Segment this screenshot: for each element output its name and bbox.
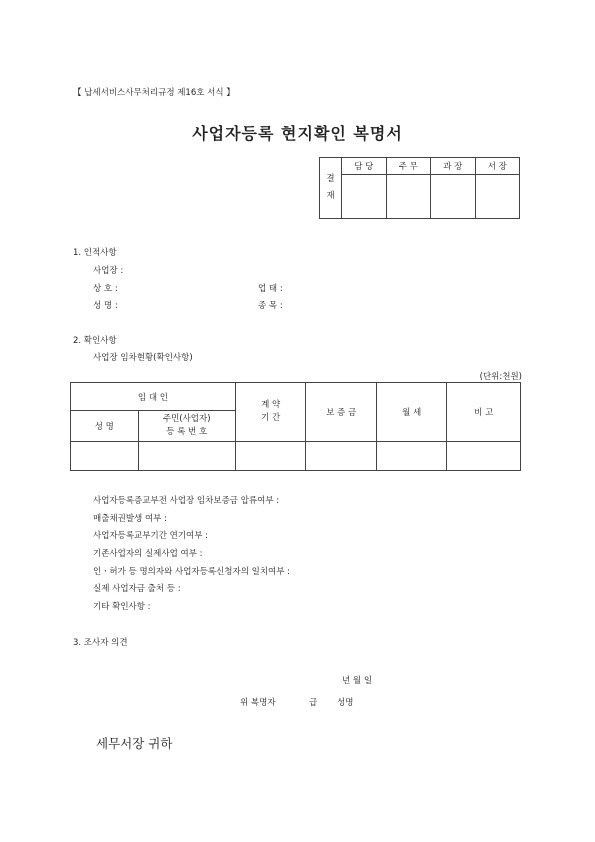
lessor-header: 임 대 인 bbox=[71, 383, 236, 411]
reporter-name: 성명 bbox=[337, 698, 354, 708]
monthly-rent-cell[interactable] bbox=[376, 442, 447, 471]
registration-number-header: 주민(사업자) 등 록 번 호 bbox=[138, 411, 235, 442]
addressee: 세무서장 귀하 bbox=[96, 736, 173, 751]
section2-heading: 2. 확인사항 bbox=[73, 336, 117, 346]
monthly-rent-header: 월 세 bbox=[376, 383, 447, 442]
check-item: 사업자등록교부기간 연기여부 : bbox=[93, 531, 209, 541]
check-item: 인ㆍ허가 등 명의자와 사업자등록신청자의 일치여부 : bbox=[93, 567, 291, 577]
section1-heading: 1. 인적사항 bbox=[73, 248, 117, 258]
item-label: 종 목 : bbox=[258, 301, 283, 311]
approval-side-label: 결 재 bbox=[320, 158, 342, 219]
reporter-role: 위 복명자 bbox=[240, 698, 276, 708]
check-item: 기타 확인사항 : bbox=[93, 602, 151, 612]
check-item: 실제 사업자금 출처 등 : bbox=[93, 584, 181, 594]
check-item: 매출채권발생 여부 : bbox=[93, 514, 167, 524]
name-label: 성 명 : bbox=[93, 301, 118, 311]
section2-subheading: 사업장 임차현황(확인사항) bbox=[93, 353, 193, 363]
approval-header-manager: 과 장 bbox=[431, 158, 476, 175]
page-title: 사업자등록 현지확인 복명서 bbox=[192, 124, 403, 143]
check-item: 사업자등록증교부전 사업장 임차보증금 압류여부 : bbox=[93, 496, 280, 506]
remarks-cell[interactable] bbox=[447, 442, 521, 471]
approval-sign-staff[interactable] bbox=[342, 175, 387, 219]
deposit-cell[interactable] bbox=[306, 442, 377, 471]
approval-header-staff: 담 당 bbox=[342, 158, 387, 175]
trade-name-label: 상 호 : bbox=[93, 284, 118, 294]
lessor-name-header: 성 명 bbox=[71, 411, 139, 442]
deposit-header: 보 증 금 bbox=[306, 383, 377, 442]
approval-header-chief: 주 무 bbox=[386, 158, 431, 175]
reporter-grade: 급 bbox=[309, 698, 318, 708]
unit-label: (단위:천원) bbox=[479, 372, 522, 382]
registration-number-cell[interactable] bbox=[138, 442, 235, 471]
check-item: 기존사업자의 실제사업 여부 : bbox=[93, 549, 203, 559]
contract-period-header: 계 약 기 간 bbox=[235, 383, 306, 442]
approval-sign-chief[interactable] bbox=[386, 175, 431, 219]
approval-header-director: 서 장 bbox=[475, 158, 520, 175]
approval-box bbox=[319, 157, 520, 219]
approval-sign-director[interactable] bbox=[475, 175, 520, 219]
lease-table bbox=[70, 382, 521, 471]
remarks-header: 비 고 bbox=[447, 383, 521, 442]
section3-heading: 3. 조사자 의견 bbox=[73, 638, 128, 648]
contract-period-cell[interactable] bbox=[235, 442, 306, 471]
date-line: 년 월 일 bbox=[342, 676, 373, 686]
approval-sign-manager[interactable] bbox=[431, 175, 476, 219]
business-type-label: 업 태 : bbox=[258, 284, 283, 294]
lessor-name-cell[interactable] bbox=[71, 442, 139, 471]
business-owner-label: 사업장 : bbox=[93, 266, 124, 276]
form-reference: 【 납세서비스사무처리규정 제16호 서식 】 bbox=[73, 88, 235, 98]
